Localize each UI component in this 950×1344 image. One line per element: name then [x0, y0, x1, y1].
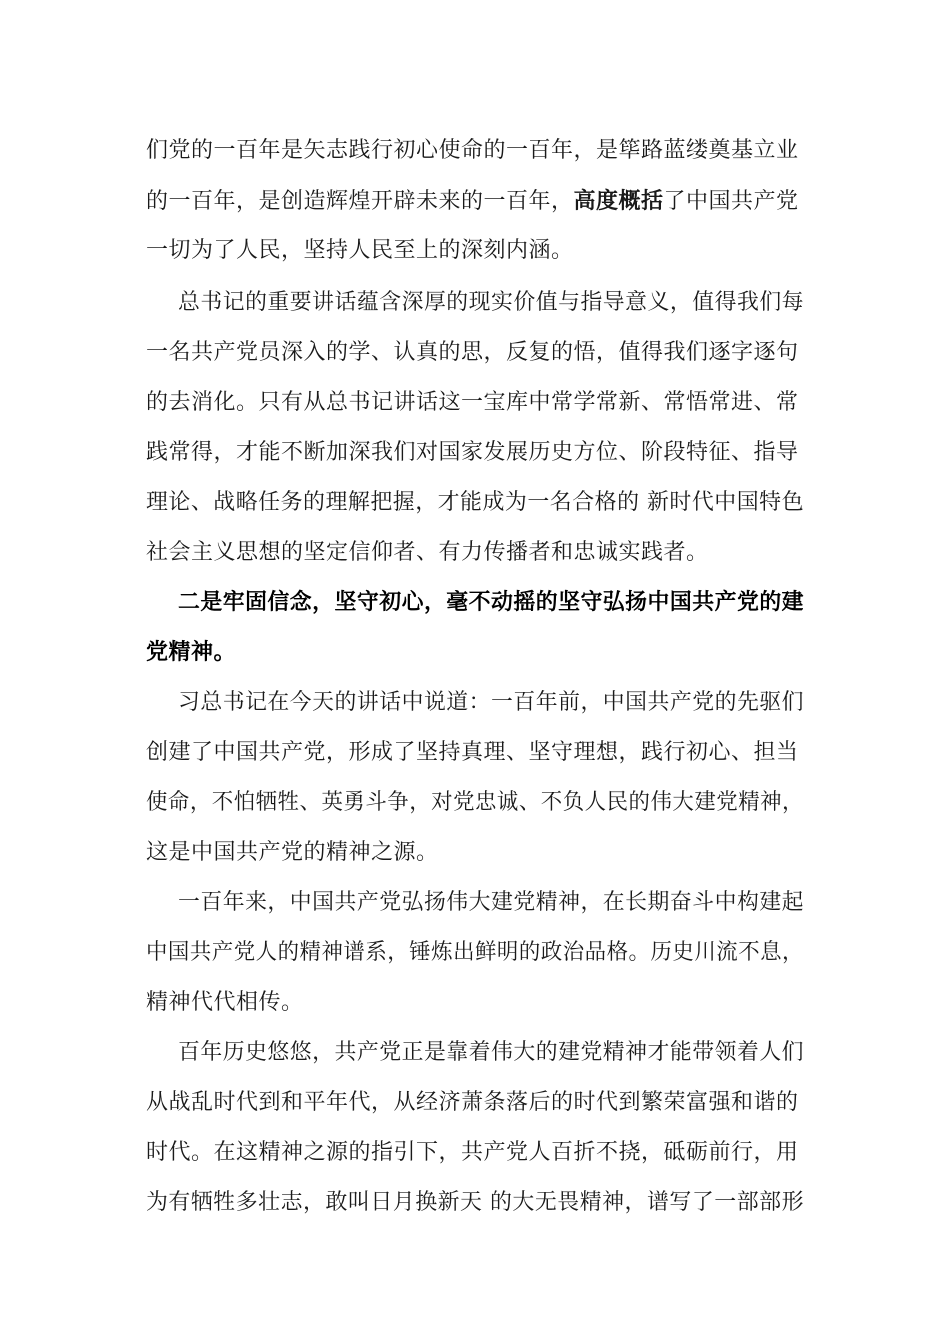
- paragraph-4-line-1: 一百年来，中国共产党弘扬伟大建党精神，在长期奋斗中构建起: [178, 890, 805, 915]
- paragraph-3-line-3: 使命，不怕牺牲、英勇斗争，对党忠诚、不负人民的伟大建党精神，: [146, 790, 805, 815]
- paragraph-3-line-1: 习总书记在今天的讲话中说道：一百年前，中国共产党的先驱们: [178, 690, 805, 715]
- section-heading-line-1: 二是牢固信念，坚守初心，毫不动摇的坚守弘扬中国共产党的建: [178, 590, 805, 615]
- paragraph-1-line-2: [146, 183, 799, 219]
- paragraph-4-line-2: 中国共产党人的精神谱系，锤炼出鲜明的政治品格。历史川流不息，: [146, 940, 805, 965]
- emphasis-text: 高度概括: [573, 188, 664, 214]
- paragraph-5-line-3: 时代。在这精神之源的指引下，共产党人百折不挠，砥砺前行，用: [146, 1140, 799, 1165]
- text-segment: 了中国共产党: [663, 189, 799, 214]
- paragraph-2-line-4: 践常得，才能不断加深我们对国家发展历史方位、阶段特征、指导: [146, 440, 799, 465]
- section-heading-line-2: 党精神。: [146, 640, 237, 665]
- paragraph-5-line-2: 从战乱时代到和平年代，从经济萧条落后的时代到繁荣富强和谐的: [146, 1090, 799, 1115]
- paragraph-1-line-3: 一切为了人民，坚持人民至上的深刻内涵。: [146, 238, 574, 263]
- paragraph-3-line-4: 这是中国共产党的精神之源。: [146, 840, 439, 865]
- paragraph-1-line-1: 们党的一百年是矢志践行初心使命的一百年，是筚路蓝缕奠基立业: [146, 138, 799, 163]
- text-segment: 的一百年，是创造辉煌开辟未来的一百年，: [146, 189, 574, 214]
- paragraph-5-line-1: 百年历史悠悠，共产党正是靠着伟大的建党精神才能带领着人们: [178, 1040, 805, 1065]
- paragraph-4-line-3: 精神代代相传。: [146, 990, 304, 1015]
- paragraph-2-line-3: 的去消化。只有从总书记讲话这一宝库中常学常新、常悟常进、常: [146, 390, 799, 415]
- paragraph-3-line-2: 创建了中国共产党，形成了坚持真理、坚守理想，践行初心、担当: [146, 740, 799, 765]
- paragraph-2-line-2: 一名共产党员深入的学、认真的思，反复的悟，值得我们逐字逐句: [146, 340, 799, 365]
- paragraph-5-line-4: 为有牺牲多壮志，敢叫日月换新天 的大无畏精神，谱写了一部部形: [146, 1190, 805, 1215]
- paragraph-2-line-5: 理论、战略任务的理解把握，才能成为一名合格的 新时代中国特色: [146, 490, 805, 515]
- paragraph-2-line-6: 社会主义思想的坚定信仰者、有力传播者和忠诚实践者。: [146, 540, 709, 565]
- paragraph-2-line-1: 总书记的重要讲话蕴含深厚的现实价值与指导意义，值得我们每: [178, 290, 805, 315]
